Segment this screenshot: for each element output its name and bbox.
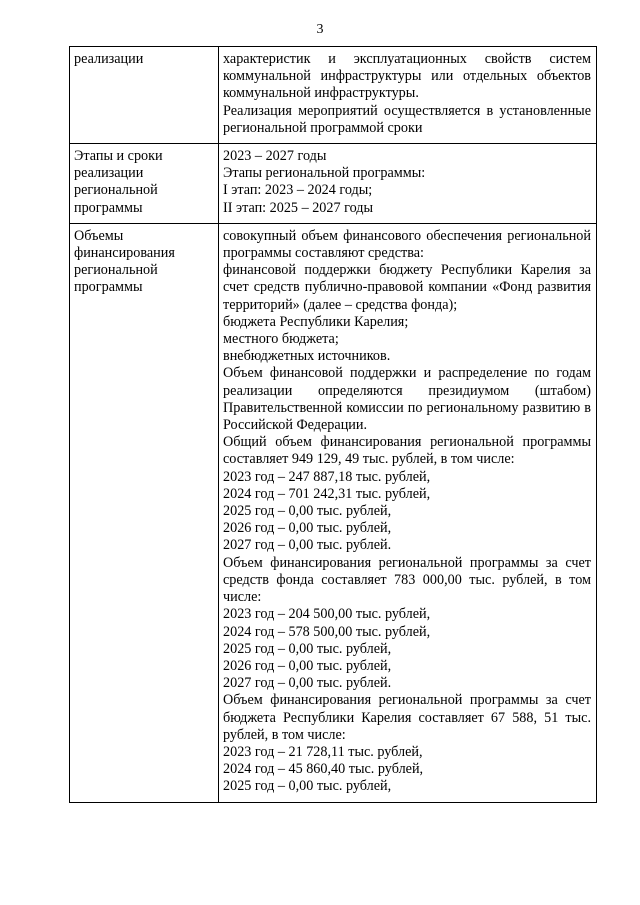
content-paragraph: 2023 год – 21 728,11 тыс. рублей, — [223, 743, 423, 760]
row-label-line: Объемы — [74, 227, 124, 244]
content-paragraph: внебюджетных источников. — [223, 348, 391, 365]
page-number: 3 — [316, 22, 324, 37]
content-paragraph: 2024 год – 701 242,31 тыс. рублей, — [223, 485, 431, 502]
row-label-line: региональной — [74, 262, 158, 279]
content-paragraph: 2025 год – 0,00 тыс. рублей, — [223, 640, 392, 657]
content-paragraph: 2024 год – 578 500,00 тыс. рублей, — [223, 623, 431, 640]
content-paragraph: характеристик и эксплуатационных свойств систем коммунальной инфраструктуры или отдельных объектов коммунальной инфраструктуры. — [223, 51, 591, 102]
row-label-line: программы — [74, 199, 143, 216]
row-label-line: реализации — [74, 165, 144, 182]
content-paragraph: совокупный объем финансового обеспечения региональной программы составляют средства: — [223, 227, 591, 262]
content-paragraph: 2026 год – 0,00 тыс. рублей, — [223, 520, 392, 537]
content-paragraph: финансовой поддержки бюджету Республики Карелия за счет средств публично-правовой компании «Фонд развития территорий» (далее – средства фонда); — [223, 262, 591, 313]
content-paragraph: 2027 год – 0,00 тыс. рублей. — [223, 675, 392, 692]
row-label-line: программы — [74, 279, 143, 296]
content-paragraph: Объем финансирования региональной программы за счет средств фонда составляет 783 000,00 тыс. рублей, в том числе: — [223, 554, 591, 606]
passport-table — [69, 46, 597, 803]
content-paragraph: 2025 год – 0,00 тыс. рублей, — [223, 778, 392, 795]
row-content-cell — [219, 223, 597, 802]
content-paragraph: Реализация мероприятий осуществляется в установленные региональной программой сроки — [223, 102, 591, 136]
content-paragraph: 2023 год – 204 500,00 тыс. рублей, — [223, 606, 431, 623]
content-paragraph: 2027 год – 0,00 тыс. рублей. — [223, 537, 392, 554]
row-label-cell — [70, 223, 219, 802]
content-paragraph: Объем финансирования региональной программы за счет бюджета Республики Карелия составляет 67 588, 51 тыс. рублей, в том числе: — [223, 692, 591, 743]
table-row — [70, 47, 597, 144]
content-paragraph: Объем финансовой поддержки и распределение по годам реализации определяются президиумом (штабом) Правительственной комиссии по региональному развитию в Российской Федерации. — [223, 365, 591, 434]
table-row — [70, 144, 597, 224]
row-content-cell — [219, 144, 597, 224]
content-paragraph: 2026 год – 0,00 тыс. рублей, — [223, 657, 392, 674]
content-paragraph: Общий объем финансирования региональной программы составляет 949 129, 49 тыс. рублей, в том числе: — [223, 434, 591, 468]
row-label-line: региональной — [74, 182, 158, 199]
table-row — [70, 223, 597, 802]
row-label-line: финансирования — [74, 245, 175, 262]
row-label-cell — [70, 144, 219, 224]
content-paragraph: 2023 год – 247 887,18 тыс. рублей, — [223, 468, 431, 485]
content-paragraph: Этапы региональной программы: — [223, 165, 426, 182]
content-paragraph: II этап: 2025 – 2027 годы — [223, 199, 374, 216]
content-paragraph: бюджета Республики Карелия; — [223, 313, 409, 330]
content-paragraph: I этап: 2023 – 2024 годы; — [223, 182, 373, 199]
row-content-cell — [219, 47, 597, 144]
content-paragraph: 2023 – 2027 годы — [223, 148, 327, 165]
content-paragraph: местного бюджета; — [223, 331, 339, 348]
content-paragraph: 2024 год – 45 860,40 тыс. рублей, — [223, 761, 424, 778]
row-label-line: Этапы и сроки — [74, 148, 163, 165]
content-paragraph: 2025 год – 0,00 тыс. рублей, — [223, 503, 392, 520]
row-label-line: реализации — [74, 51, 144, 67]
row-label-cell — [70, 47, 219, 144]
